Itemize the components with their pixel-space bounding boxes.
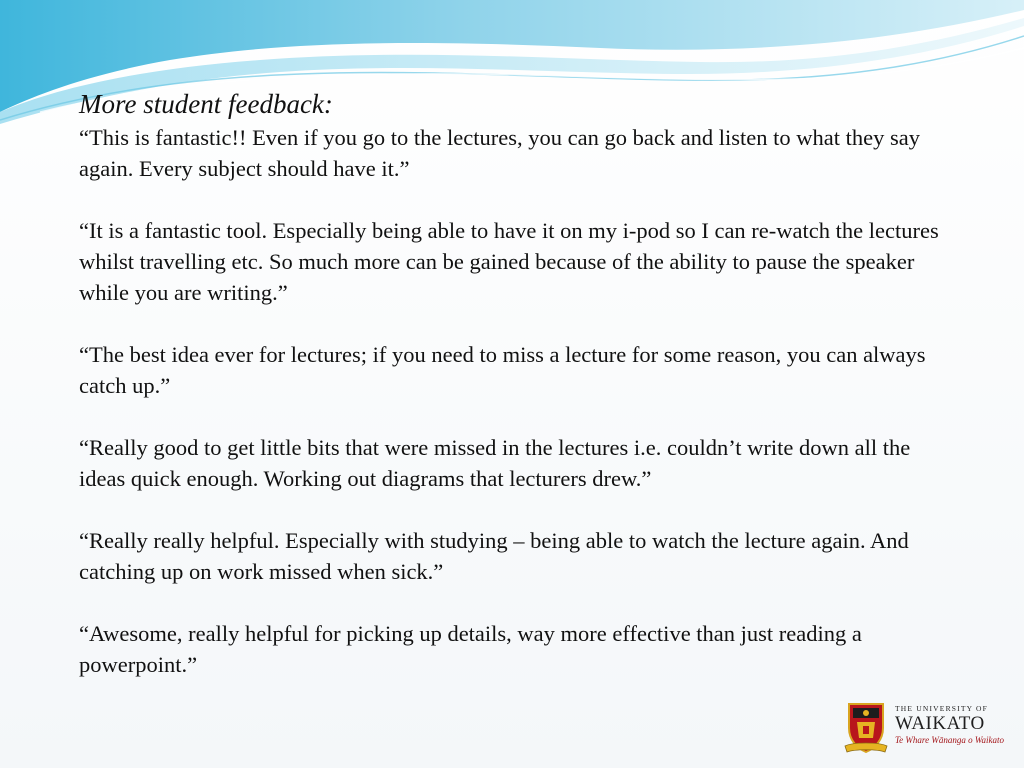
- crest-icon: [843, 700, 889, 754]
- university-logo: [843, 700, 1013, 756]
- quote-2: “It is a fantastic tool. Especially being able to have it on my i-pod so I can re-watch the lectures whilst travelling etc. So much more can be gained because of the ability to pause the speaker while you are writing.”: [79, 218, 939, 305]
- quote-5: “Really really helpful. Especially with studying – being able to watch the lecture again. And catching up on work missed when sick.”: [79, 528, 909, 584]
- quote-4: “Really good to get little bits that were missed in the lectures i.e. couldn’t write down all the ideas quick enough. Working out diagrams that lecturers drew.”: [79, 435, 911, 491]
- quote-6: “Awesome, really helpful for picking up details, way more effective than just reading a powerpoint.”: [79, 621, 862, 677]
- slide-heading: More student feedback:: [79, 89, 333, 119]
- logo-tagline: Te Whare Wānanga o Waikato: [895, 735, 1004, 745]
- quote-3: “The best idea ever for lectures; if you need to miss a lecture for some reason, you can always catch up.”: [79, 342, 926, 398]
- logo-name: WAIKATO: [895, 713, 985, 734]
- feedback-text-block: [79, 86, 959, 680]
- logo-university-line: THE UNIVERSITY OF: [895, 704, 989, 713]
- logo-text: [895, 704, 1013, 746]
- quote-1: “This is fantastic!! Even if you go to the lectures, you can go back and listen to what they say again. Every subject should have it.”: [79, 125, 921, 181]
